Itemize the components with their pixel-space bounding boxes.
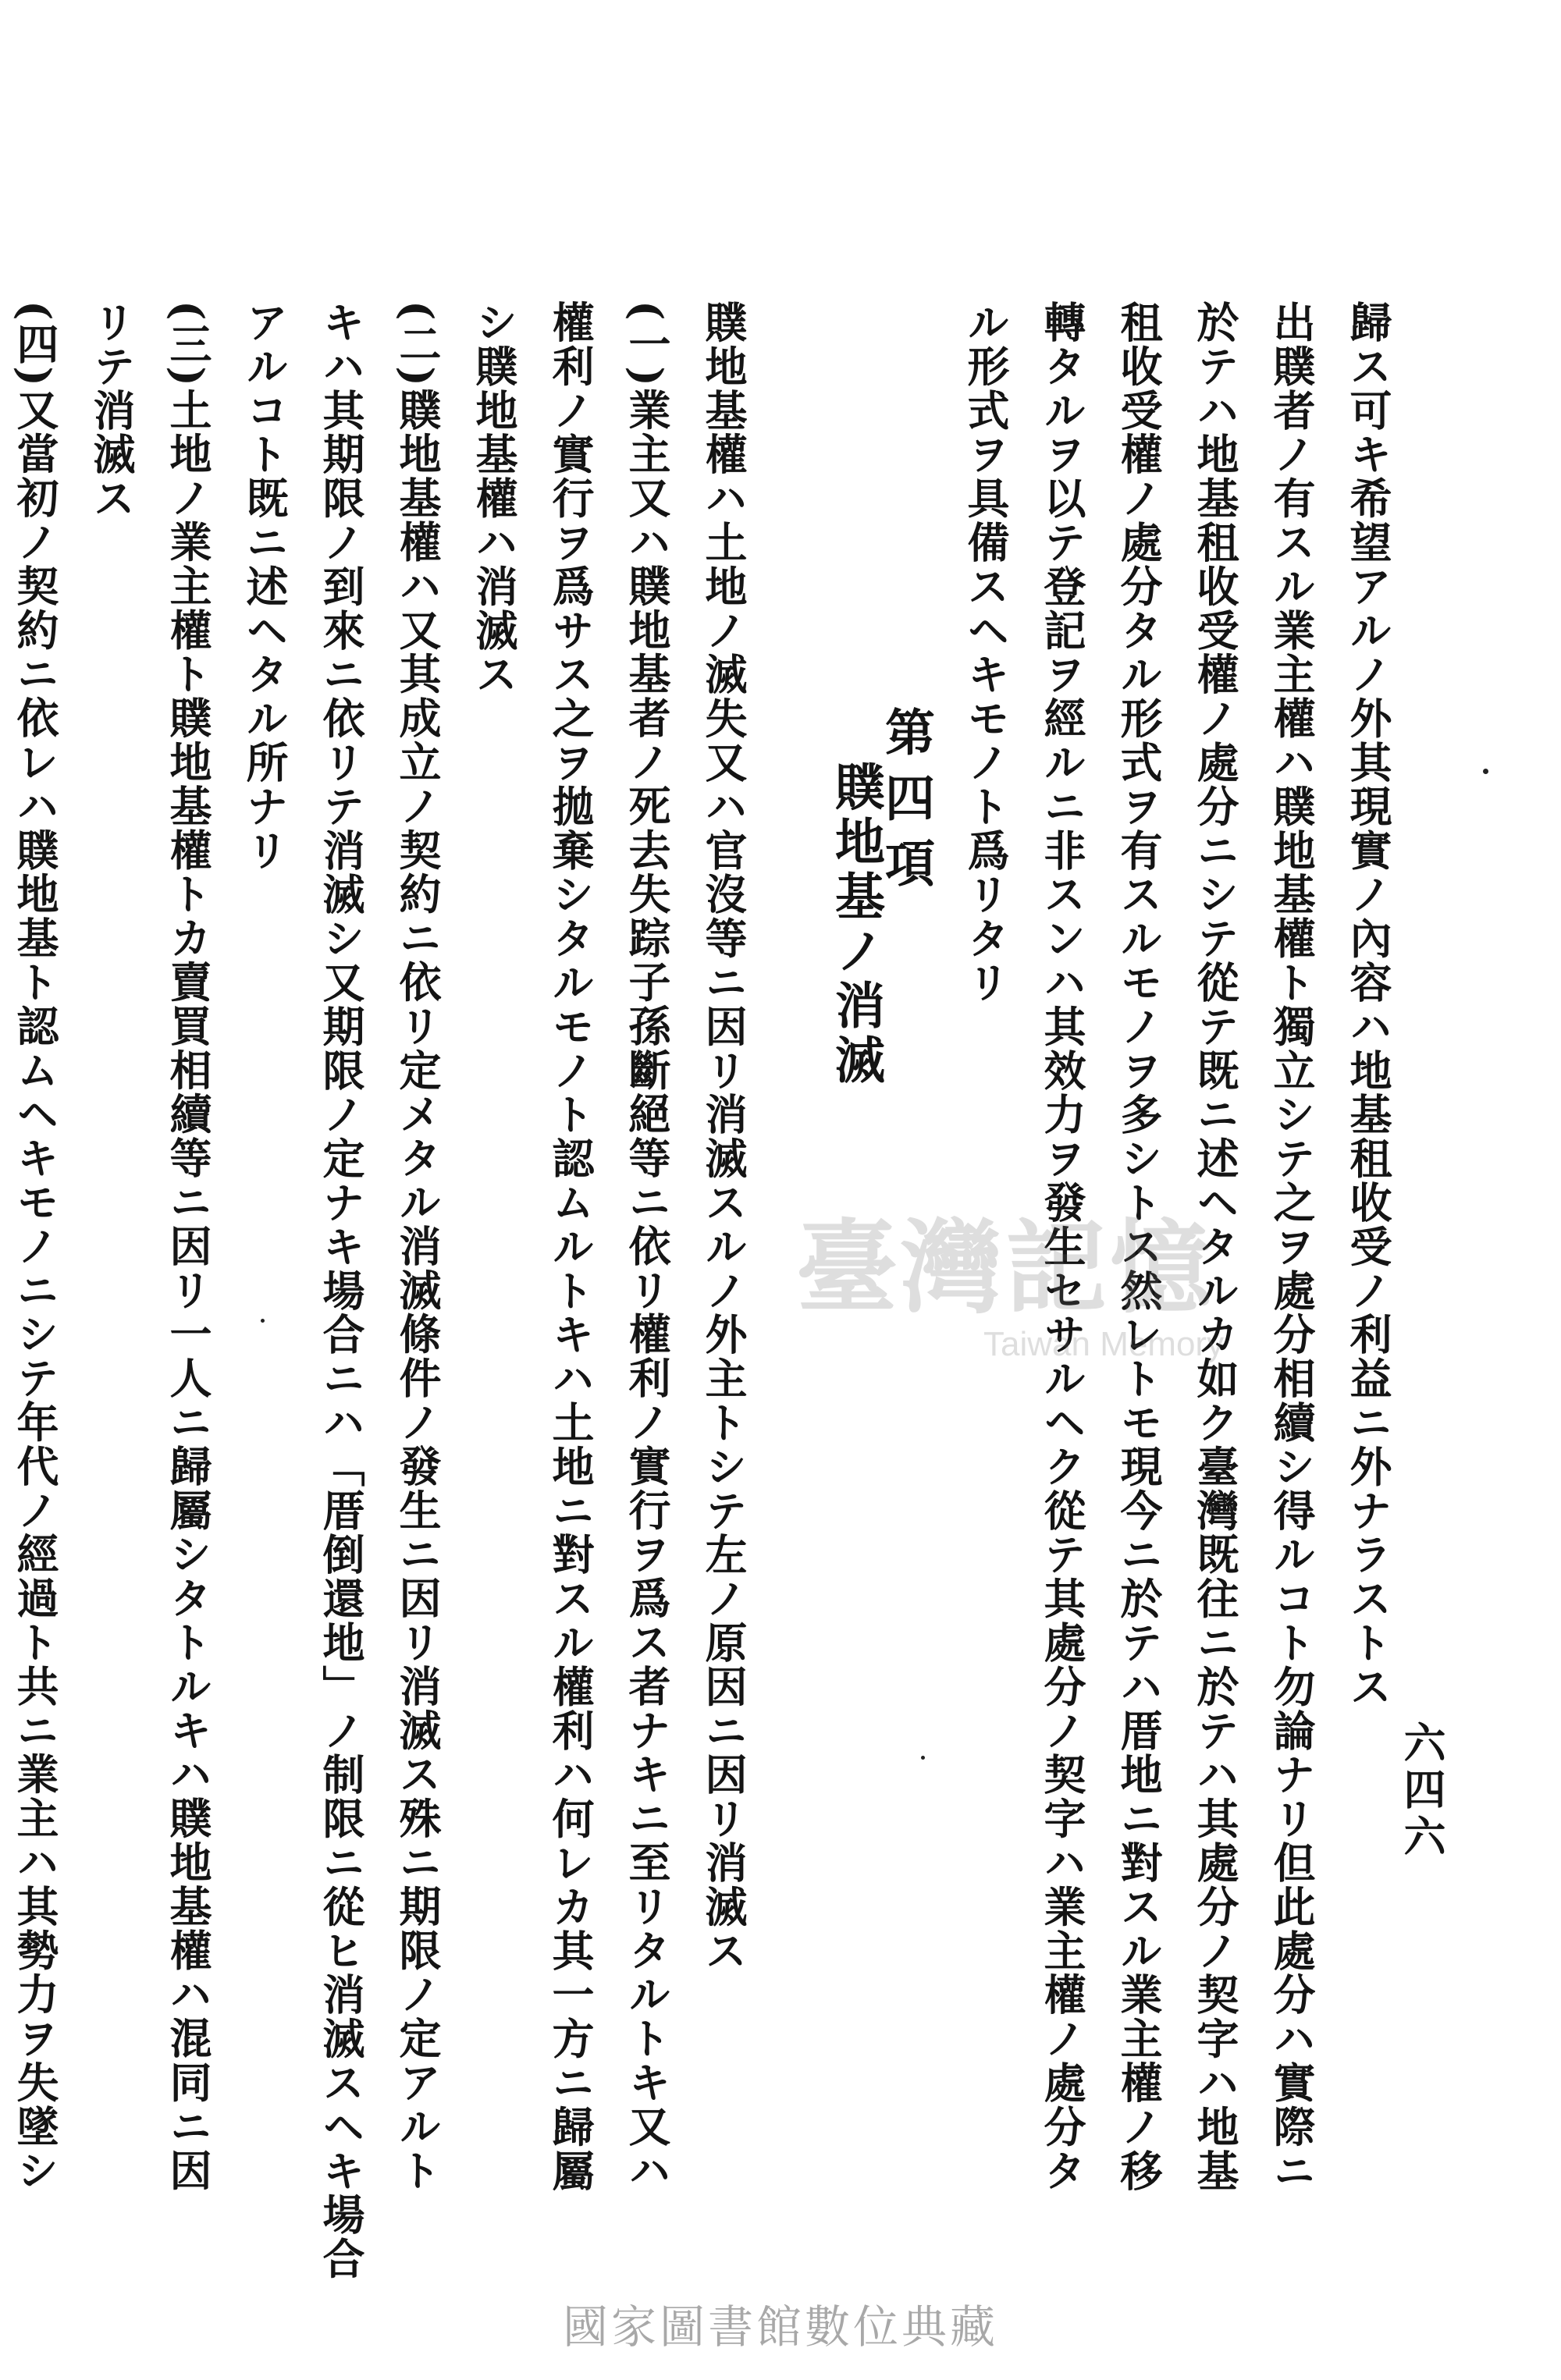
vertical-text-body: [10, 300, 1393, 2281]
item-1-line-1: [622, 300, 672, 2212]
item-2-line-1: [393, 300, 443, 2212]
item-3-text: 土地ノ業主權ト贌地基權トカ賣買相續等ニ因リ一人ニ歸屬シタトルキハ贌地基權ハ混同ニ因: [163, 388, 213, 2193]
item-1-text: 業主又ハ贌地基者ノ死去失踪子孫斷絕等ニ依リ權利ノ實行ヲ爲ス者ナキニ至リタルトキ又ハ: [622, 388, 672, 2193]
item-1-marker: (一): [622, 300, 672, 389]
body-line: 租收受權ノ處分タル形式ヲ有スルモノヲ多シトス然レトモ現今ニ於テハ厝地ニ對スル業主權ノ移: [1114, 300, 1164, 2194]
scan-speck: [261, 1319, 265, 1323]
body-line: ル形式ヲ具備スヘキモノト爲リタリ: [961, 300, 1011, 1005]
item-2-marker: (二): [393, 300, 443, 389]
item-4-line-1: [10, 300, 60, 2212]
section-label: 第四項: [877, 706, 935, 903]
scan-speck: [1483, 769, 1488, 774]
scan-speck: [921, 1756, 925, 1760]
item-3-line-1: [163, 300, 213, 2212]
item-2-text: 贌地基權ハ又其成立ノ契約ニ依リ定メタル消滅條件ノ發生ニ因リ消滅ス殊ニ期限ノ定アルト: [393, 388, 443, 2193]
item-3-line-2: リテ消滅ス: [87, 300, 137, 520]
body-line: 於テハ地基租收受權ノ處分ニシテ從テ既ニ述ヘタルカ如ク臺灣既往ニ於テハ其處分ノ契字ハ地基: [1190, 300, 1240, 2194]
item-1-line-3: シ贌地基權ハ消滅ス: [469, 300, 519, 697]
watermark-subtitle: Taiwan Memory: [983, 1325, 1225, 1363]
item-3-marker: (三): [163, 300, 213, 389]
intro-line: 贌地基權ハ土地ノ滅失又ハ官沒等ニ因リ消滅スルノ外主トシテ左ノ原因ニ因リ消滅ス: [699, 300, 748, 1973]
item-1-line-2: 權利ノ實行ヲ爲サス之ヲ拋棄シタルモノト認ムルトキハ土地ニ對スル權利ハ何レカ其一方ニ歸屬: [546, 300, 596, 2194]
item-4-text: 又當初ノ契約ニ依レハ贌地基ト認ムヘキモノニシテ年代ノ經過ト共ニ業主ハ其勢力ヲ失墜シ: [10, 388, 60, 2193]
item-2-line-3: アルコト既ニ述ヘタル所ナリ: [240, 300, 290, 873]
body-line: 出贌者ノ有スル業主權ハ贌地基權ト獨立シテ之ヲ處分相續シ得ルコト勿論ナリ但此處分ハ實際ニ: [1267, 300, 1317, 2194]
library-digital-archive-mark: 國家圖書館數位典藏: [562, 2300, 998, 2353]
watermark-logo-text: 臺灣記憶: [796, 1208, 1215, 1327]
body-line: 歸ス可キ希望アルノ外其現實ノ內容ハ地基租收受ノ利益ニ外ナラストス: [1343, 300, 1393, 1709]
item-4-marker: (四): [10, 300, 60, 389]
item-2-line-2: キハ其期限ノ到來ニ依リテ消滅シ又期限ノ定ナキ場合ニハ「厝倒還地」ノ制限ニ從ヒ消滅スヘキ場合: [316, 300, 366, 2281]
section-title: 贌地基ノ消滅: [827, 761, 885, 1089]
page-number: 六四六: [1397, 1721, 1447, 1861]
body-line: 轉タルヲ以テ登記ヲ經ルニ非スンハ其效力ヲ發生セサルヘク從テ其處分ノ契字ハ業主權ノ處分タ: [1037, 300, 1087, 2194]
section-heading: [827, 300, 935, 2212]
